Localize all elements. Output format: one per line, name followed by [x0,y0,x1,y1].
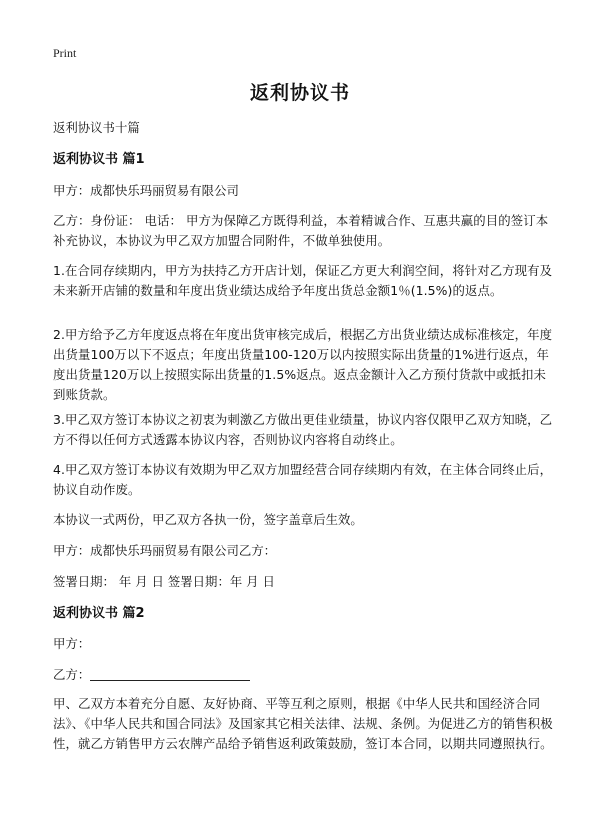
section2-party-b-row [53,665,551,685]
section2-intro: 甲、乙双方本着充分自愿、友好协商、平等互利之原则，根据《中华人民共和国经济合同法》、《中华人民共和国合同法》及国家其它相关法律、法规、条例。为促进乙方的销售积极性，就乙方销售甲方云农牌产品给予销售返利政策鼓励，签订本合同，以期共同遵照执行。 [53,696,553,751]
section2-heading: 返利协议书 篇2 [53,606,145,621]
section1-signature-dates: 签署日期： 年 月 日 签署日期：年 月 日 [53,574,275,589]
section2-party-b-label: 乙方： [53,667,91,682]
section1-party-a: 甲方：成都快乐玛丽贸易有限公司 [53,183,239,198]
print-label: Print [53,46,77,60]
section1-clause-2: 2.甲方给予乙方年度返点将在年度出货审核完成后，根据乙方出货业绩达成标准核定，年度出货量100万以下不返点；年度出货量100-120万以内按照实际出货量的1%进行返点，年度出货量120万以上按照实际出货量的1.5%返点。返点金额计入乙方预付货款中或抵扣未到账货款。 [53,327,553,402]
signature-blank-line [90,666,250,681]
section1-clause-1: 1.在合同存续期内，甲方为扶持乙方开店计划，保证乙方更大利润空间，将针对乙方现有及未来新开店铺的数量和年度出货业绩达成给予年度出货总金额1％(1.5%)的返点。 [53,263,553,298]
section1-signature-parties: 甲方：成都快乐玛丽贸易有限公司乙方： [53,543,277,558]
section1-party-b-intro: 乙方：身份证： 电话： 甲方为保障乙方既得利益，本着精诚合作、互惠共赢的目的签订本补充协议，本协议为甲乙双方加盟合同附件，不做单独使用。 [53,213,549,248]
section1-clause-3: 3.甲乙双方签订本协议之初衷为刺激乙方做出更佳业绩量，协议内容仅限甲乙双方知晓，乙方不得以任何方式透露本协议内容，否则协议内容将自动终止。 [53,412,553,447]
section1-clause-4: 4.甲乙双方签订本协议有效期为甲乙双方加盟经营合同存续期内有效，在主体合同终止后，协议自动作废。 [53,462,553,497]
document-subtitle: 返利协议书十篇 [53,120,140,135]
section1-copies: 本协议一式两份，甲乙双方各执一份，签字盖章后生效。 [53,512,363,527]
section1-heading: 返利协议书 篇1 [53,152,145,167]
document-title: 返利协议书 [249,82,350,104]
section2-party-a: 甲方： [53,636,91,651]
